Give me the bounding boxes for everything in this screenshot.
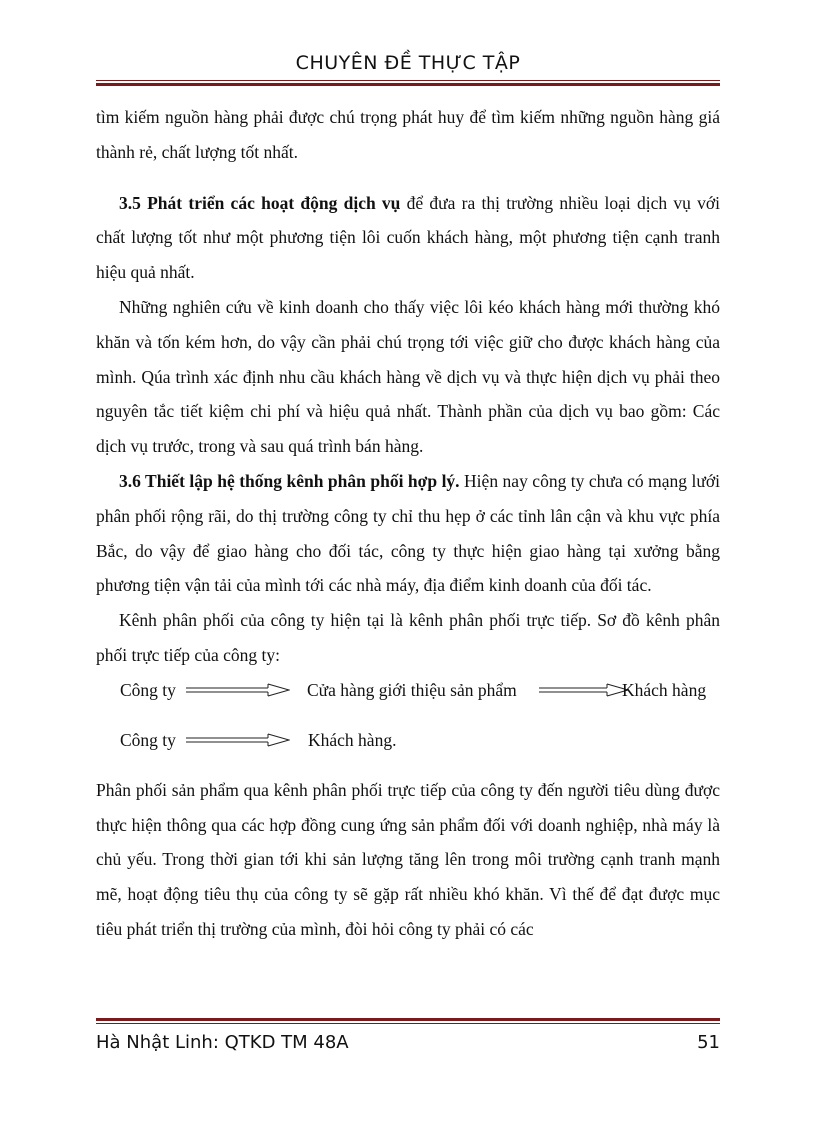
arrow-right-icon [186,683,290,697]
distribution-flow-2 [96,723,720,773]
flow-node: Cửa hàng giới thiệu sản phẩm [307,679,517,700]
section-text: để đưa ra thị trường nhiều loại dịch vụ với chất lượng tốt như một phương tiện lôi cuốn khách hàng, một phương tiện cạnh tranh hiệu quả nhất. [96,192,720,283]
section-heading: 3.5 Phát triển các hoạt động dịch vụ [119,192,401,213]
footer-author: Hà Nhật Linh: QTKD TM 48A [96,1032,349,1053]
flow-node: Khách hàng. [308,729,397,750]
document-body [96,100,720,947]
flow-node: Công ty [120,679,176,700]
paragraph: Những nghiên cứu về kinh doanh cho thấy việc lôi kéo khách hàng mới thường khó khăn và tốn kém hơn, do vậy cần phải chú trọng tới việc giữ cho được khách hàng của mình. Qúa trình xác định nhu cầu khách hàng về dịch vụ và thực hiện dịch vụ phải theo nguyên tắc tiết kiệm chi phí và hiệu quả nhất. Thành phần của dịch vụ bao gồm: Các dịch vụ trước, trong và sau quá trình bán hàng. [96,296,720,457]
page-number: 51 [697,1032,720,1053]
paragraph: Phân phối sản phẩm qua kênh phân phối trực tiếp của công ty đến người tiêu dùng được thực hiện thông qua các hợp đồng cung ứng sản phẩm đối với doanh nghiệp, nhà máy là chủ yếu. Trong thời gian tới khi sản lượng tăng lên trong môi trường cạnh tranh mạnh mẽ, hoạt động tiêu thụ của công ty sẽ gặp rất nhiều khó khăn. Vì thế để đạt được mục tiêu phát triển thị trường của mình, đòi hỏi công ty phải có các [96,779,720,939]
arrow-right-icon [186,733,290,747]
arrow-right-icon [539,683,629,697]
section-text: Hiện nay công ty chưa có mạng lưới phân phối rộng rãi, do thị trường công ty chỉ thu hẹp ở các tỉnh lân cận và khu vực phía Bắc, do vậy để giao hàng cho đối tác, công ty thực hiện giao hàng tại xưởng bằng phương tiện vận tải của mình tới các nhà máy, địa điểm kinh doanh của đối tác. [96,470,720,596]
section-heading: 3.6 Thiết lập hệ thống kênh phân phối hợp lý. [119,470,460,491]
section-3-6 [96,464,720,603]
paragraph: Kênh phân phối của công ty hiện tại là kênh phân phối trực tiếp. Sơ đồ kênh phân phối trực tiếp của công ty: [96,610,720,665]
paragraph: tìm kiếm nguồn hàng phải được chú trọng phát huy để tìm kiếm những nguồn hàng giá thành rẻ, chất lượng tốt nhất. [96,107,720,162]
footer-rule [96,1018,720,1024]
flow-node: Công ty [120,729,176,750]
page-header-title: CHUYÊN ĐỀ THỰC TẬP [295,52,521,74]
flow-node: Khách hàng [622,679,707,700]
section-3-5 [96,186,720,290]
distribution-flow-1 [96,673,720,723]
header-rule [96,80,720,86]
